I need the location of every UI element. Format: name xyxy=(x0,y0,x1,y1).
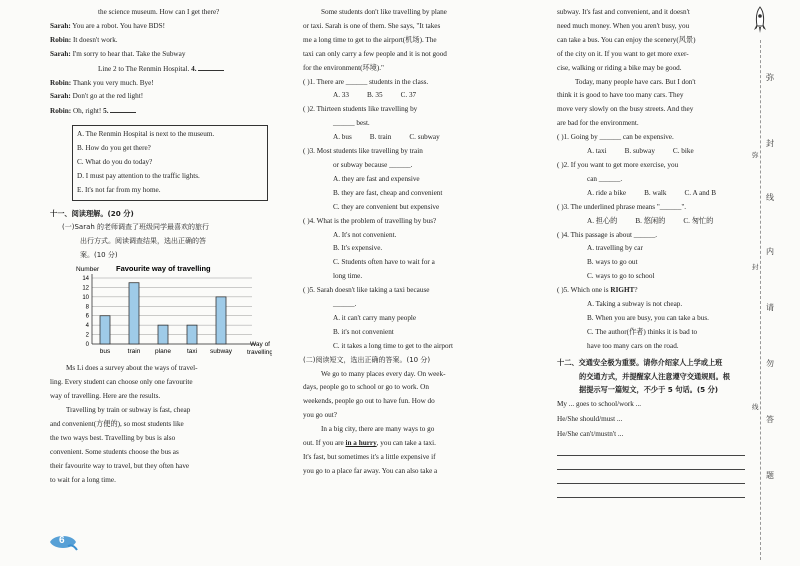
passage-line: Ms Li does a survey about the ways of travel- xyxy=(66,364,198,373)
binding-char: 线 xyxy=(766,193,774,202)
dialogue-line xyxy=(50,48,272,62)
y-axis-label: Number xyxy=(76,266,100,274)
text: , you can take a taxi. xyxy=(376,439,436,448)
option[interactable]: C. bike xyxy=(672,147,694,156)
part1-instruction-1: (一)Sarah 的老师调查了班级同学最喜欢的旅行 xyxy=(62,222,210,231)
question-stem-cont: can ______. xyxy=(587,174,623,183)
dialogue-text: You are a robot. You have BDS! xyxy=(70,21,166,30)
answer-bracket[interactable]: ( )4. xyxy=(557,230,569,239)
option[interactable]: B. train xyxy=(369,133,392,142)
bar-plane xyxy=(158,326,168,345)
option-item: A. The Renmin Hospital is next to the museum. xyxy=(77,130,215,139)
x-tick-label: plane xyxy=(155,348,171,356)
option[interactable]: A. they are fast and expensive xyxy=(333,174,420,183)
passage-line: taxi can only carry a few people and it is not good xyxy=(303,49,447,58)
option[interactable]: B. it's not convenient xyxy=(333,327,394,336)
chart-title: Favourite way of travelling xyxy=(116,264,211,274)
section-11-title: 十一、阅读理解。(20 分) xyxy=(50,208,134,218)
passage-line: In a big city, there are many ways to go xyxy=(321,425,435,434)
section-12-line: 的交通方式，并提醒家人注意遵守交通规则。根 xyxy=(579,371,730,381)
speaker: Sarah: xyxy=(50,92,71,101)
page-number: 6 xyxy=(59,535,65,546)
passage-line: weekends, people go out to have fun. How do xyxy=(303,397,435,406)
passage-line: think it is good to have too many cars. They xyxy=(557,91,684,100)
option[interactable]: A. bus xyxy=(333,133,352,142)
speaker: Robin: xyxy=(50,107,72,116)
passage-line: Some students don't like travelling by plane xyxy=(321,8,447,16)
binding-char-small: 弥 xyxy=(752,151,759,159)
passage-line: or taxi. Sarah is one of them. She says, "It takes xyxy=(303,21,441,30)
section-12-line: 十二、交通安全极为重要。请你介绍家人上学或上班 xyxy=(557,357,723,367)
passage-2-hurry-line xyxy=(303,437,521,451)
passage-line: their favourite way to travel, but they often have xyxy=(50,461,190,470)
option[interactable]: C. they are convenient but expensive xyxy=(333,202,440,211)
option[interactable]: C. The author(作者) thinks it is bad to xyxy=(587,327,698,336)
question-stem xyxy=(557,131,747,145)
question-stem xyxy=(303,103,521,117)
option-item: D. I must pay attention to the traffic lights. xyxy=(77,171,200,180)
column-middle xyxy=(303,6,521,479)
passage-line: Today, many people have cars. But I don't xyxy=(575,77,696,86)
part2-title: (二)阅读短文，选出正确的答案。(10 分) xyxy=(303,355,431,364)
answer-bracket[interactable]: ( )2. xyxy=(303,105,315,114)
passage-line: you go out? xyxy=(303,411,337,420)
option[interactable]: C. 37 xyxy=(400,91,417,100)
question-text: Which one is xyxy=(568,286,611,295)
question-text: ? xyxy=(634,286,638,295)
dialogue-text: Don't go at the red light! xyxy=(70,92,144,101)
question-stem-cont: ______. xyxy=(333,300,357,309)
x-tick-label: taxi xyxy=(186,348,198,356)
passage-1-continued xyxy=(303,6,521,76)
speaker: Robin: xyxy=(50,35,72,44)
question-stem xyxy=(557,284,747,298)
option-item: E. It's not far from my home. xyxy=(77,185,161,194)
binding-char: 答 xyxy=(766,415,774,424)
answer-bracket[interactable]: ( )5. xyxy=(557,286,569,295)
part1-instruction-2: 出行方式。阅读调查结果，选出正确的答 xyxy=(80,236,206,245)
answer-blank[interactable] xyxy=(198,62,224,71)
dialogue-line xyxy=(50,34,272,48)
binding-char-small: 封 xyxy=(752,263,759,271)
binding-margin xyxy=(750,0,800,566)
option[interactable]: B. subway xyxy=(624,147,655,156)
question-stem xyxy=(303,215,521,229)
y-tick-label: 6 xyxy=(85,314,89,321)
writing-line[interactable] xyxy=(557,442,745,456)
question-text: Going by ______ can be expensive. xyxy=(568,133,674,142)
passage-2-continued xyxy=(303,451,521,479)
underlined-phrase: in a hurry xyxy=(345,439,377,448)
option[interactable]: B. walk xyxy=(644,188,667,197)
option[interactable]: A. ride a bike xyxy=(587,188,627,197)
answer-bracket[interactable]: ( )5. xyxy=(303,286,315,295)
option-item: B. How do you get there? xyxy=(77,144,151,153)
speaker: Sarah: xyxy=(50,49,71,58)
x-axis-label-1: Way of xyxy=(250,341,270,349)
binding-char: 题 xyxy=(766,471,774,480)
option[interactable]: A. 33 xyxy=(333,91,349,100)
x-tick-label: bus xyxy=(99,348,111,356)
option-row xyxy=(557,215,747,229)
option-row xyxy=(557,145,747,159)
passage-line: days, people go to school or go to work. On xyxy=(303,383,429,392)
option[interactable]: A. Taking a subway is not cheap. xyxy=(587,300,683,309)
travel-chart xyxy=(50,262,272,362)
question-text: The underlined phrase means "______". xyxy=(568,202,687,211)
dialogue-text: the science museum. How can I get there? xyxy=(98,8,220,16)
option-row xyxy=(557,187,747,201)
passage-line: way of travelling. Here are the results. xyxy=(50,392,161,401)
option-row xyxy=(303,131,521,145)
bar-bus xyxy=(100,316,110,344)
passage-line: for the environment(环境)." xyxy=(303,63,384,72)
dialogue-line xyxy=(50,62,272,77)
option[interactable]: A. it can't carry many people xyxy=(333,313,417,322)
question-stem-cont: ______ best. xyxy=(333,119,370,128)
writing-prompts xyxy=(557,397,747,442)
dialogue-line xyxy=(50,6,272,20)
rocket-icon xyxy=(753,6,767,36)
options-box xyxy=(72,125,268,201)
binding-char: 请 xyxy=(766,303,774,312)
passage-line: to wait for a long time. xyxy=(50,475,116,484)
y-tick-label: 14 xyxy=(82,276,89,283)
text: out. If you are xyxy=(303,439,346,448)
option[interactable]: C. subway xyxy=(409,133,440,142)
question-stem xyxy=(557,159,747,173)
option[interactable]: have too many cars on the road. xyxy=(587,341,679,350)
questions-part1 xyxy=(303,76,521,354)
question-text: What is the problem of travelling by bus? xyxy=(314,216,437,225)
question-stem xyxy=(303,76,521,90)
option[interactable]: B. they are fast, cheap and convenient xyxy=(333,188,443,197)
column-right xyxy=(557,6,747,498)
question-text: Most students like travelling by train xyxy=(314,147,423,156)
part1-instruction-3: 案。(10 分) xyxy=(80,250,118,259)
passage-line: ling. Every student can choose only one favourite xyxy=(50,378,193,387)
y-tick-label: 12 xyxy=(82,285,89,292)
option[interactable]: C. ways to go to school xyxy=(587,272,655,281)
bar-train xyxy=(129,283,139,344)
passage-2 xyxy=(303,368,521,438)
passage-2-end xyxy=(557,6,747,131)
binding-char: 弥 xyxy=(766,73,774,82)
y-tick-label: 0 xyxy=(85,342,89,349)
dialogue-text: Line 2 to The Renmin Hospital. xyxy=(98,64,190,73)
writing-line[interactable] xyxy=(557,456,745,470)
answer-bracket[interactable]: ( )2. xyxy=(557,160,569,169)
passage-line: convenient. Some students choose the bus as xyxy=(50,447,179,456)
option[interactable]: B. 悠闲的 xyxy=(635,216,666,225)
option[interactable]: C. it takes a long time to get to the airport xyxy=(333,341,453,350)
passage-line: can take a bus. You can enjoy the scenery(风景) xyxy=(557,35,696,44)
writing-line[interactable] xyxy=(557,470,745,484)
question-stem xyxy=(303,145,521,159)
question-text: This passage is about ______. xyxy=(568,230,658,239)
answer-bracket[interactable]: ( )3. xyxy=(303,147,315,156)
answer-bracket[interactable]: ( )3. xyxy=(557,202,569,211)
x-tick-label: subway xyxy=(209,348,233,356)
question-text: Thirteen students like travelling by xyxy=(314,105,418,114)
option[interactable]: A. travelling by car xyxy=(587,244,643,253)
option[interactable]: long time. xyxy=(333,272,363,281)
y-tick-label: 2 xyxy=(85,332,89,339)
bar-taxi xyxy=(187,326,197,345)
questions-part2 xyxy=(557,131,747,354)
writing-prompt: My ... goes to school/work ... xyxy=(557,400,642,409)
bar-subway xyxy=(216,297,226,344)
passage-line: It's fast, but sometimes it's a little expensive if xyxy=(303,453,436,461)
passage-line: cise, walking or riding a bike may be good. xyxy=(557,63,682,72)
answer-bracket[interactable]: ( )1. xyxy=(303,77,315,86)
passage-line: Travelling by train or subway is fast, cheap xyxy=(66,406,191,415)
y-tick-label: 10 xyxy=(82,295,89,302)
passage-line: me a long time to get to the airport(机场). The xyxy=(303,35,437,44)
question-stem xyxy=(303,284,521,298)
question-text: Sarah doesn't like taking a taxi because xyxy=(314,286,430,295)
writing-line[interactable] xyxy=(557,484,745,498)
speaker: Robin: xyxy=(50,78,72,87)
option-item: C. What do you do today? xyxy=(77,158,153,167)
x-axis-label-2: travelling xyxy=(246,349,272,357)
dialogue-line xyxy=(50,77,272,91)
option[interactable]: B. When you are busy, you can take a bus. xyxy=(587,313,709,322)
dialogue-line xyxy=(50,20,272,34)
option[interactable]: B. 35 xyxy=(366,91,383,100)
question-stem xyxy=(557,201,747,215)
passage-line: are bad for the environment. xyxy=(557,119,639,128)
passage-line: of the city on it. If you want to get more exer- xyxy=(557,49,689,58)
binding-char: 勿 xyxy=(766,359,774,368)
option[interactable]: C. 匆忙的 xyxy=(683,216,714,225)
dialogue-text: I'm sorry to hear that. Take the Subway xyxy=(70,49,186,58)
dialogue-text: It doesn't work. xyxy=(71,35,118,44)
writing-prompt: He/She should/must ... xyxy=(557,415,623,424)
passage-line: you go to a place far away. You can also take a xyxy=(303,466,438,475)
question-stem-cont: or subway because ______. xyxy=(333,160,413,169)
option[interactable]: C. A and B xyxy=(684,188,717,197)
dialogue-text: Oh, right! xyxy=(71,107,102,116)
bar-chart-svg xyxy=(50,262,272,362)
passage-line: move very slowly on the busy streets. And they xyxy=(557,105,694,114)
binding-char-small: 线 xyxy=(752,403,759,411)
section-12-line: 据提示写一篇短文，不少于 5 句话。(5 分) xyxy=(579,385,719,395)
passage-line: and convenient(方便的), so most students like xyxy=(50,420,184,429)
question-stem xyxy=(557,229,747,243)
question-emphasis: RIGHT xyxy=(610,286,635,295)
passage-line: subway. It's fast and convenient, and it doesn't xyxy=(557,8,690,16)
column-left xyxy=(50,6,272,488)
question-text: There are ______ students in the class. xyxy=(314,77,429,86)
dialogue-line xyxy=(50,104,272,119)
page-number-badge xyxy=(48,532,78,552)
y-tick-label: 8 xyxy=(85,304,89,311)
question-text: If you want to get more exercise, you xyxy=(568,160,679,169)
option[interactable]: B. It's expensive. xyxy=(333,244,383,253)
answer-bracket[interactable]: ( )4. xyxy=(303,216,315,225)
option[interactable]: A. It's not convenient. xyxy=(333,230,397,239)
passage-line: We go to many places every day. On week- xyxy=(321,369,446,378)
question-number: 5. xyxy=(101,107,111,116)
binding-char: 封 xyxy=(766,139,774,148)
question-number: 4. xyxy=(189,64,199,73)
binding-char: 内 xyxy=(766,247,774,256)
option[interactable]: C. Students often have to wait for a xyxy=(333,258,435,267)
passage-1 xyxy=(50,362,272,487)
dialogue-text: Thank you very much. Bye! xyxy=(71,78,154,87)
writing-prompt: He/She can't/mustn't ... xyxy=(557,430,624,439)
speaker: Sarah: xyxy=(50,21,71,30)
answer-blank[interactable] xyxy=(110,104,136,113)
option[interactable]: A. 担心的 xyxy=(587,216,618,225)
option[interactable]: B. ways to go out xyxy=(587,258,638,267)
passage-line: the two ways best. Travelling by bus is also xyxy=(50,433,176,442)
dialogue-line xyxy=(50,90,272,104)
passage-line: need much money. When you aren't busy, you xyxy=(557,21,690,30)
dialogue xyxy=(50,6,272,119)
x-tick-label: train xyxy=(127,348,141,356)
section-12 xyxy=(557,356,747,398)
answer-bracket[interactable]: ( )1. xyxy=(557,133,569,142)
option[interactable]: A. taxi xyxy=(587,147,607,156)
option-row xyxy=(303,89,521,103)
y-tick-label: 4 xyxy=(85,323,89,330)
